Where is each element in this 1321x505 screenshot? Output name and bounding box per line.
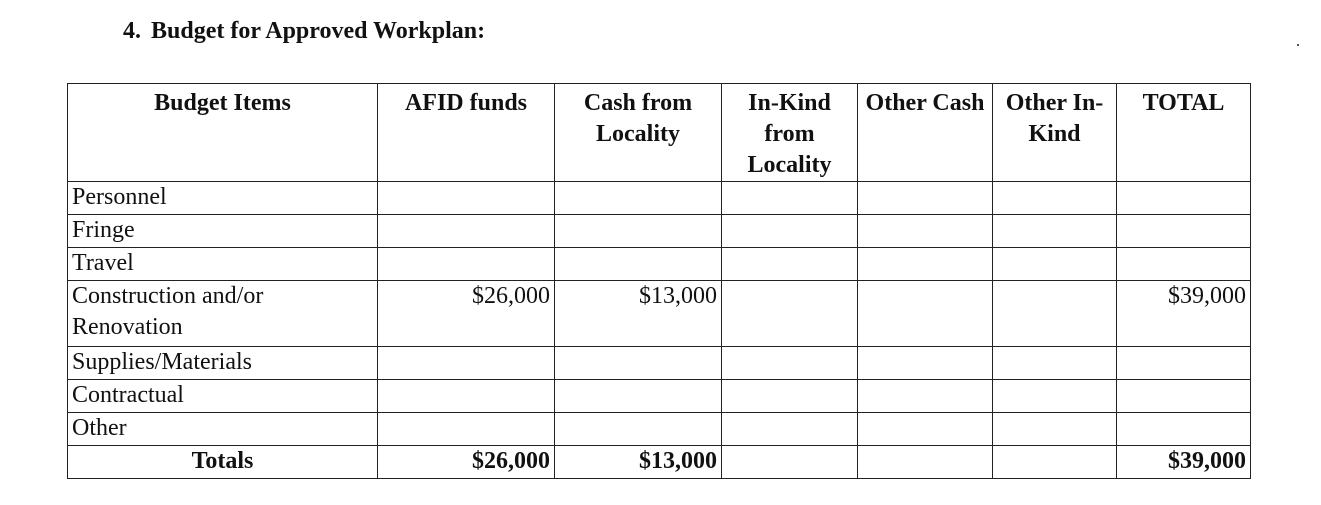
cash-locality-cell bbox=[555, 248, 722, 281]
inkind-locality-cell bbox=[722, 347, 858, 380]
afid-cell bbox=[378, 413, 555, 446]
header-other-inkind: Other In-Kind bbox=[993, 84, 1117, 182]
other-inkind-cell bbox=[993, 380, 1117, 413]
totals-total-cell: $39,000 bbox=[1117, 446, 1251, 479]
afid-cell bbox=[378, 347, 555, 380]
totals-label: Totals bbox=[68, 446, 378, 479]
header-afid-funds: AFID funds bbox=[378, 84, 555, 182]
table-row bbox=[68, 215, 1251, 248]
table-row bbox=[68, 380, 1251, 413]
header-other-cash: Other Cash bbox=[858, 84, 993, 182]
other-inkind-cell bbox=[993, 347, 1117, 380]
section-title: Budget for Approved Workplan: bbox=[151, 18, 486, 44]
other-inkind-cell bbox=[993, 215, 1117, 248]
cash-locality-cell bbox=[555, 182, 722, 215]
inkind-locality-cell bbox=[722, 281, 858, 347]
other-inkind-cell bbox=[993, 182, 1117, 215]
header-total: TOTAL bbox=[1117, 84, 1251, 182]
afid-cell bbox=[378, 248, 555, 281]
totals-cash-locality-cell: $13,000 bbox=[555, 446, 722, 479]
section-number: 4. bbox=[123, 18, 141, 44]
total-cell: $39,000 bbox=[1117, 281, 1251, 347]
totals-row bbox=[68, 446, 1251, 479]
row-label: Travel bbox=[68, 248, 378, 281]
afid-cell bbox=[378, 182, 555, 215]
total-cell bbox=[1117, 380, 1251, 413]
row-label: Construction and/or Renovation bbox=[68, 281, 378, 347]
section-heading bbox=[123, 18, 485, 45]
afid-cell: $26,000 bbox=[378, 281, 555, 347]
total-cell bbox=[1117, 182, 1251, 215]
other-cash-cell bbox=[858, 380, 993, 413]
table-row bbox=[68, 347, 1251, 380]
afid-cell bbox=[378, 380, 555, 413]
table-row bbox=[68, 248, 1251, 281]
total-cell bbox=[1117, 215, 1251, 248]
totals-afid-cell: $26,000 bbox=[378, 446, 555, 479]
other-inkind-cell bbox=[993, 281, 1117, 347]
budget-table bbox=[67, 83, 1251, 479]
total-cell bbox=[1117, 413, 1251, 446]
row-label: Supplies/Materials bbox=[68, 347, 378, 380]
row-label: Other bbox=[68, 413, 378, 446]
other-cash-cell bbox=[858, 413, 993, 446]
table-row bbox=[68, 281, 1251, 347]
table-row bbox=[68, 182, 1251, 215]
header-cash-from-locality: Cash from Locality bbox=[555, 84, 722, 182]
inkind-locality-cell bbox=[722, 380, 858, 413]
header-row bbox=[68, 84, 1251, 182]
other-cash-cell bbox=[858, 215, 993, 248]
inkind-locality-cell bbox=[722, 413, 858, 446]
row-label: Contractual bbox=[68, 380, 378, 413]
totals-other-cash-cell bbox=[858, 446, 993, 479]
cash-locality-cell bbox=[555, 413, 722, 446]
other-cash-cell bbox=[858, 248, 993, 281]
table-row bbox=[68, 413, 1251, 446]
total-cell bbox=[1117, 248, 1251, 281]
other-cash-cell bbox=[858, 281, 993, 347]
total-cell bbox=[1117, 347, 1251, 380]
cash-locality-cell bbox=[555, 215, 722, 248]
totals-inkind-locality-cell bbox=[722, 446, 858, 479]
row-label: Personnel bbox=[68, 182, 378, 215]
afid-cell bbox=[378, 215, 555, 248]
inkind-locality-cell bbox=[722, 215, 858, 248]
header-inkind-from-locality: In-Kind from Locality bbox=[722, 84, 858, 182]
other-cash-cell bbox=[858, 182, 993, 215]
other-inkind-cell bbox=[993, 248, 1117, 281]
other-cash-cell bbox=[858, 347, 993, 380]
header-budget-items: Budget Items bbox=[68, 84, 378, 182]
inkind-locality-cell bbox=[722, 248, 858, 281]
cash-locality-cell: $13,000 bbox=[555, 281, 722, 347]
other-inkind-cell bbox=[993, 413, 1117, 446]
cash-locality-cell bbox=[555, 380, 722, 413]
inkind-locality-cell bbox=[722, 182, 858, 215]
row-label: Fringe bbox=[68, 215, 378, 248]
cash-locality-cell bbox=[555, 347, 722, 380]
scan-speck bbox=[1297, 44, 1299, 46]
totals-other-inkind-cell bbox=[993, 446, 1117, 479]
